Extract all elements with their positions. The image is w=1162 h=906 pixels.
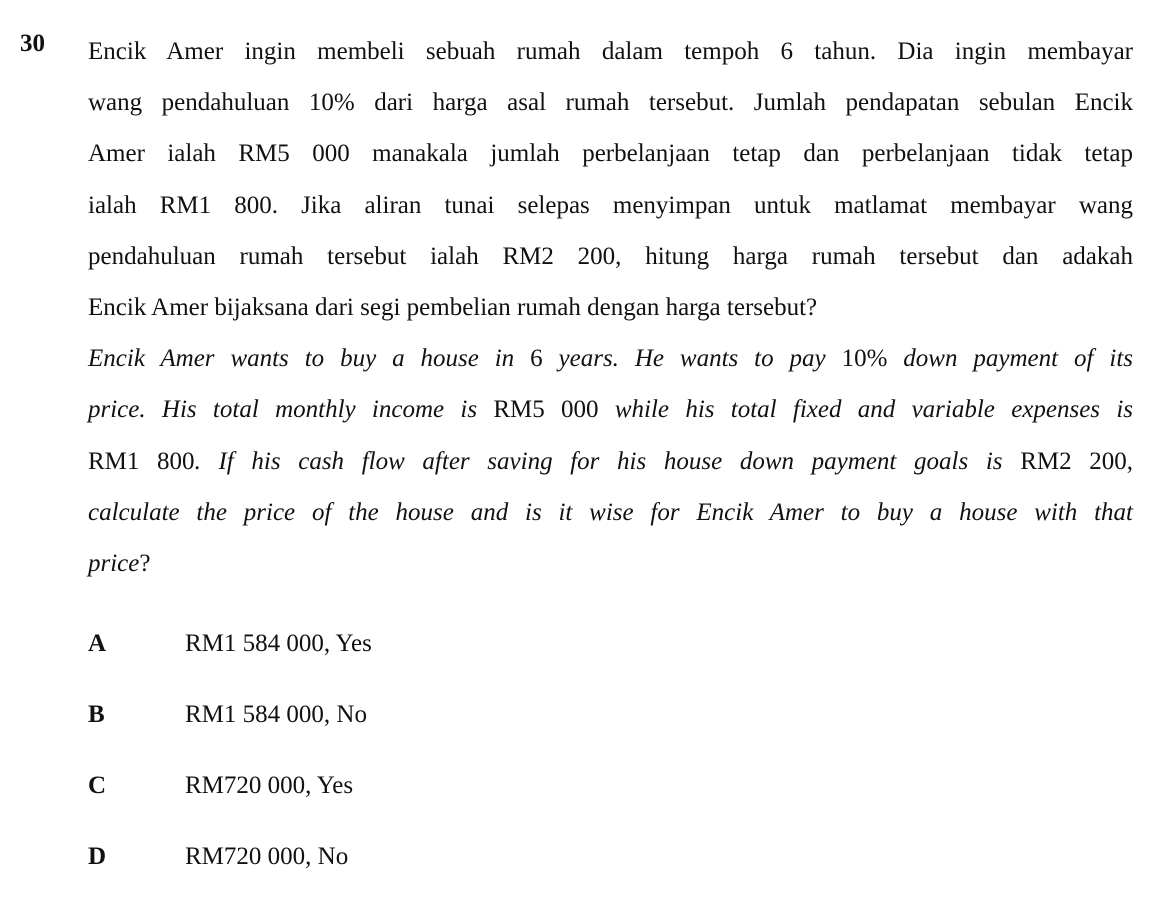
- option-text: RM720 000, No: [185, 843, 349, 870]
- english-text-run: price: [88, 550, 140, 578]
- question-text-english: [88, 333, 1133, 589]
- english-text-run: ?: [139, 550, 151, 578]
- english-text-run: RM1 800: [88, 447, 195, 475]
- english-text-run: . If his cash flow after saving for his house down payment goals is: [194, 447, 1021, 475]
- malay-line: ialah RM1 800. Jika aliran tunai selepas menyimpan untuk matlamat membayar wang: [88, 191, 1133, 219]
- english-text-run: calculate the price of the house and is it wise for Encik Amer to buy a house with that: [88, 498, 1133, 526]
- english-line: [88, 384, 1133, 435]
- english-line: [88, 487, 1133, 538]
- english-text-run: price. His total monthly income is: [88, 396, 494, 424]
- english-line: [88, 436, 1133, 487]
- english-text-run: Encik Amer wants to buy a house in: [88, 345, 531, 373]
- option-letter: C: [88, 772, 107, 799]
- english-text-run: 6: [530, 345, 543, 373]
- malay-line: Amer ialah RM5 000 manakala jumlah perbelanjaan tetap dan perbelanjaan tidak tetap: [88, 140, 1133, 168]
- english-text-run: RM5 000: [493, 396, 599, 424]
- question-text-malay: [88, 26, 1133, 333]
- option-text: RM720 000, Yes: [185, 772, 354, 799]
- english-text-run: RM2 200,: [1020, 447, 1134, 475]
- malay-line: pendahuluan rumah tersebut ialah RM2 200, hitung harga rumah tersebut dan adakah: [88, 242, 1133, 270]
- english-text-run: down payment of its: [887, 345, 1133, 373]
- english-text-run: 10%: [841, 345, 888, 373]
- malay-line: Encik Amer bijaksana dari segi pembelian rumah dengan harga tersebut?: [88, 294, 818, 322]
- option-letter: B: [88, 701, 105, 728]
- option-letter: A: [88, 630, 107, 657]
- english-text-run: while his total fixed and variable expenses is: [598, 396, 1134, 424]
- question-number: 30: [20, 30, 45, 57]
- english-line: [88, 538, 1133, 589]
- option-text: RM1 584 000, No: [185, 701, 367, 728]
- malay-line: Encik Amer ingin membeli sebuah rumah dalam tempoh 6 tahun. Dia ingin membayar: [88, 38, 1133, 65]
- malay-line: wang pendahuluan 10% dari harga asal rumah tersebut. Jumlah pendapatan sebulan Encik: [88, 89, 1133, 117]
- option-letter: D: [88, 843, 107, 870]
- english-text-run: years. He wants to pay: [542, 345, 842, 373]
- english-line: [88, 333, 1133, 384]
- option-text: RM1 584 000, Yes: [185, 630, 372, 657]
- question-text: [88, 26, 1133, 589]
